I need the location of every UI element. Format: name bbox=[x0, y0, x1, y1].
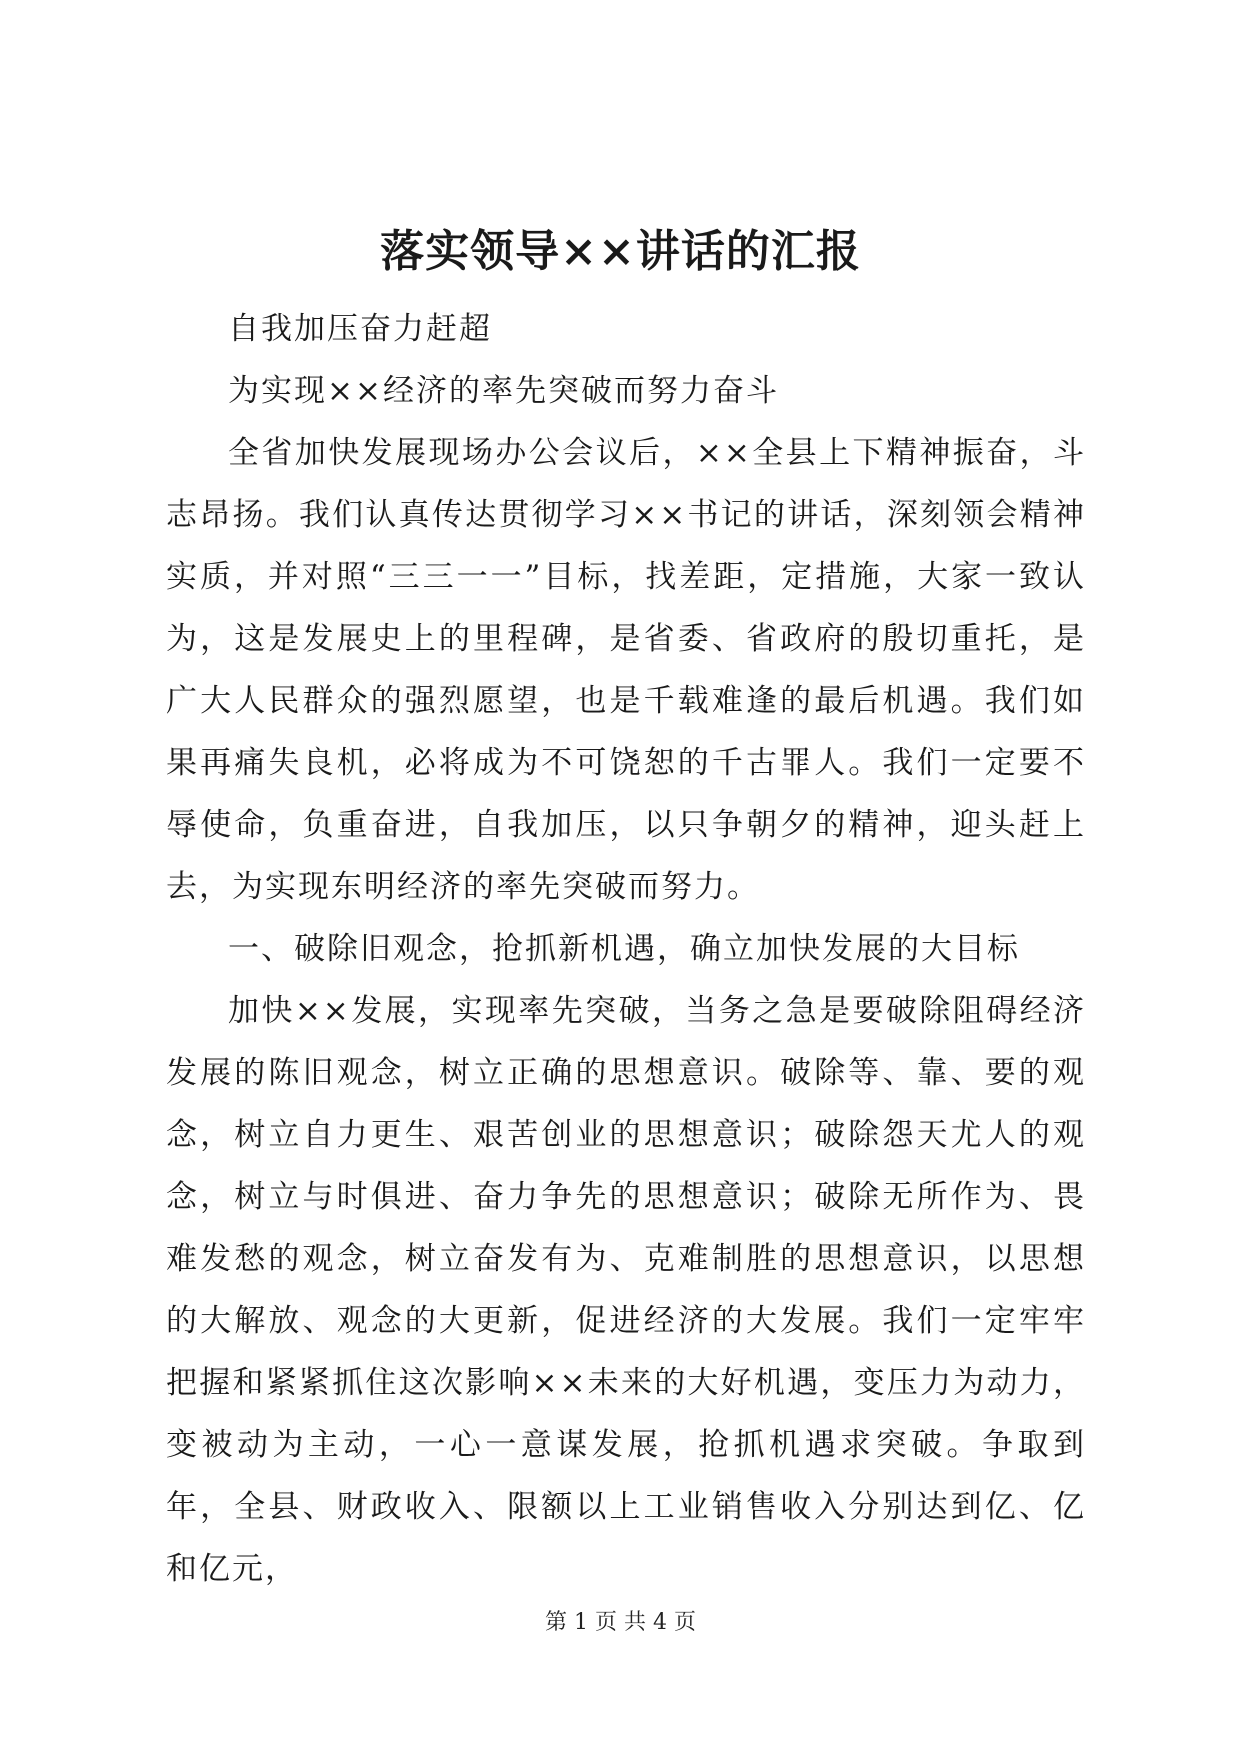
page-number-footer: 第 1 页 共 4 页 bbox=[545, 1610, 696, 1635]
subtitle-line-2: 为实现××经济的率先突破而努力奋斗 bbox=[228, 373, 779, 409]
body-paragraph: 全省加快发展现场办公会议后，××全县上下精神振奋，斗志昂扬。我们认真传达贯彻学习××书记的讲话，深刻领会精神实质，并对照“三三一一”目标，找差距，定措施，大家一致认为，这是发展史上的里程碑，是省委、省政府的殷切重托，是广大人民群众的强烈愿望，也是千载难逢的最后机遇。我们如果再痛失良机，必将成为不可饶恕的千古罪人。我们一定要不辱使命，负重奋进，自我加压，以只争朝夕的精神，迎头赶上去，为实现东明经济的率先突破而努力。 bbox=[166, 435, 1086, 905]
subtitle-line-1: 自我加压奋力赶超 bbox=[228, 311, 492, 347]
document-title: 落实领导××讲话的汇报 bbox=[380, 226, 861, 277]
section-heading: 一、破除旧观念，抢抓新机遇，确立加快发展的大目标 bbox=[228, 931, 1020, 967]
document-body bbox=[166, 298, 1086, 1600]
body-paragraph: 加快××发展，实现率先突破，当务之急是要破除阻碍经济发展的陈旧观念，树立正确的思想意识。破除等、靠、要的观念，树立自力更生、艰苦创业的思想意识；破除怨天尤人的观念，树立与时俱进、奋力争先的思想意识；破除无所作为、畏难发愁的观念，树立奋发有为、克难制胜的思想意识，以思想的大解放、观念的大更新，促进经济的大发展。我们一定牢牢把握和紧紧抓住这次影响××未来的大好机遇，变压力为动力，变被动为主动，一心一意谋发展，抢抓机遇求突破。争取到年，全县、财政收入、限额以上工业销售收入分别达到亿、亿和亿元， bbox=[166, 993, 1086, 1587]
